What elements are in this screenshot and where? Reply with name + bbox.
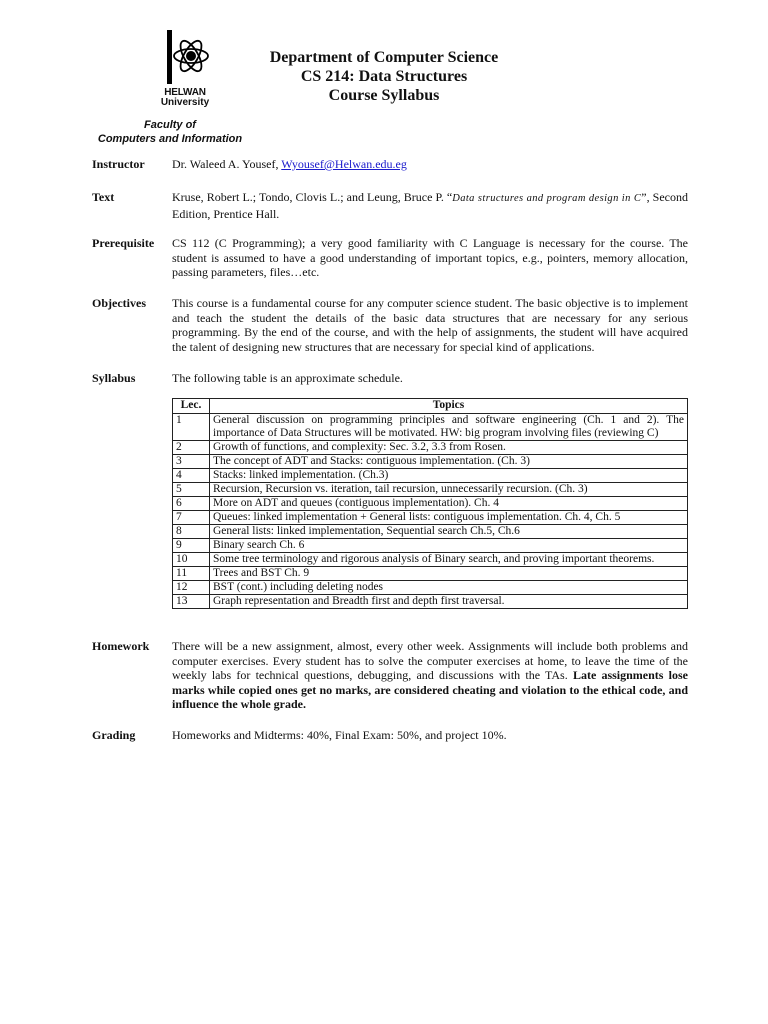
instructor-name: Dr. Waleed A. Yousef, xyxy=(172,157,282,171)
table-row xyxy=(173,497,688,511)
lecture-number-cell: 3 xyxy=(173,455,210,469)
prerequisite-content: CS 112 (C Programming); a very good familiarity with C Language is necessary for the course. The student is assumed to have a good understanding of important topics, e.g., pointers, memory allocation, passing parameters, files…etc. xyxy=(172,236,688,279)
syllabus-intro: The following table is an approximate schedule. xyxy=(172,371,403,385)
table-row xyxy=(173,483,688,497)
university-name-line1: HELWAN xyxy=(164,87,206,98)
topic-cell: BST (cont.) including deleting nodes xyxy=(210,581,688,595)
lecture-number-cell: 5 xyxy=(173,483,210,497)
topic-cell: Recursion, Recursion vs. iteration, tail recursion, unnecessarily recursion. (Ch. 3) xyxy=(210,483,688,497)
table-row xyxy=(173,525,688,539)
prerequisite-label: Prerequisite xyxy=(92,236,155,250)
title-syllabus: Course Syllabus xyxy=(328,87,440,104)
topic-cell: The concept of ADT and Stacks: contiguous implementation. (Ch. 3) xyxy=(210,455,688,469)
faculty-line1: Faculty of xyxy=(144,119,196,131)
text-edition: ”, Second Edition, Prentice Hall. xyxy=(172,190,688,221)
title-course: CS 214: Data Structures xyxy=(300,68,468,85)
topic-cell: General lists: linked implementation, Sequential search Ch.5, Ch.6 xyxy=(210,525,688,539)
topic-cell: More on ADT and queues (contiguous implementation). Ch. 4 xyxy=(210,497,688,511)
lecture-number-cell: 8 xyxy=(173,525,210,539)
lecture-number-cell: 6 xyxy=(173,497,210,511)
instructor-email-link[interactable]: Wyousef@Helwan.edu.eg xyxy=(281,157,407,171)
topic-cell: Binary search Ch. 6 xyxy=(210,539,688,553)
schedule-header-row xyxy=(173,399,688,414)
lecture-number-cell: 12 xyxy=(173,581,210,595)
column-header-lecture: Lec. xyxy=(173,399,210,414)
faculty-name xyxy=(90,118,250,146)
grading-label: Grading xyxy=(92,728,136,742)
university-name xyxy=(150,88,220,108)
topic-cell: Growth of functions, and complexity: Sec. 3.2, 3.3 from Rosen. xyxy=(210,441,688,455)
grading-content: Homeworks and Midterms: 40%, Final Exam: 50%, and project 10%. xyxy=(172,728,507,742)
table-row xyxy=(173,511,688,525)
topic-cell: Some tree terminology and rigorous analysis of Binary search, and proving important theorems. xyxy=(210,553,688,567)
lecture-number-cell: 9 xyxy=(173,539,210,553)
schedule-table xyxy=(172,398,688,609)
homework-body: There will be a new assignment, almost, every other week. Assignments will include both problems and computer exercises. Every student has to solve the computer exercises at home, to leave the time of the weekly labs for technical questions, debugging, and discussions with the TAs. xyxy=(172,639,688,682)
lecture-number-cell: 13 xyxy=(173,595,210,609)
atom-logo-icon xyxy=(165,28,211,86)
table-row xyxy=(173,553,688,567)
table-row xyxy=(173,567,688,581)
university-logo xyxy=(158,28,218,86)
title-department: Department of Computer Science xyxy=(269,49,499,66)
lecture-number-cell: 7 xyxy=(173,511,210,525)
lecture-number-cell: 1 xyxy=(173,414,210,441)
text-content xyxy=(172,190,688,221)
table-row xyxy=(173,414,688,441)
university-name-line2: University xyxy=(160,97,210,108)
homework-label: Homework xyxy=(92,639,150,653)
table-row xyxy=(173,539,688,553)
lecture-number-cell: 11 xyxy=(173,567,210,581)
table-row xyxy=(173,441,688,455)
document-title xyxy=(240,48,528,105)
lecture-number-cell: 2 xyxy=(173,441,210,455)
topic-cell: Trees and BST Ch. 9 xyxy=(210,567,688,581)
table-row xyxy=(173,455,688,469)
text-authors: Kruse, Robert L.; Tondo, Clovis L.; and Leung, Bruce P. “ xyxy=(172,190,453,204)
topic-cell: Stacks: linked implementation. (Ch.3) xyxy=(210,469,688,483)
table-row xyxy=(173,595,688,609)
schedule-body xyxy=(173,414,688,609)
topic-cell: Queues: linked implementation + General lists: contiguous implementation. Ch. 4, Ch. 5 xyxy=(210,511,688,525)
lecture-number-cell: 4 xyxy=(173,469,210,483)
instructor-label: Instructor xyxy=(92,157,145,171)
topic-cell: General discussion on programming principles and software engineering (Ch. 1 and 2). The importance of Data Structures will be motivated. HW: big program involving files (reviewing C) xyxy=(210,414,688,441)
text-book-title: Data structures and program design in C xyxy=(452,193,642,204)
text-label: Text xyxy=(92,190,115,204)
table-row xyxy=(173,469,688,483)
objectives-content: This course is a fundamental course for any computer science student. The basic objective is to implement and teach the student the details of the basic data structures that are necessary for any serious programming. By the end of the course, and with the help of assignments, the student will have acquired the talent of designing new structures that are necessary for special kind of applications. xyxy=(172,296,688,354)
column-header-topics: Topics xyxy=(210,399,688,414)
instructor-content xyxy=(172,157,688,172)
objectives-label: Objectives xyxy=(92,296,146,310)
faculty-line2: Computers and Information xyxy=(97,133,243,145)
syllabus-label: Syllabus xyxy=(92,371,136,385)
homework-content xyxy=(172,639,688,712)
table-row xyxy=(173,581,688,595)
homework-late-policy: Late assignments lose marks while copied ones get no marks, are considered cheating and violation to the ethical code, and influence the whole grade. xyxy=(172,668,688,711)
topic-cell: Graph representation and Breadth first and depth first traversal. xyxy=(210,595,688,609)
lecture-number-cell: 10 xyxy=(173,553,210,567)
